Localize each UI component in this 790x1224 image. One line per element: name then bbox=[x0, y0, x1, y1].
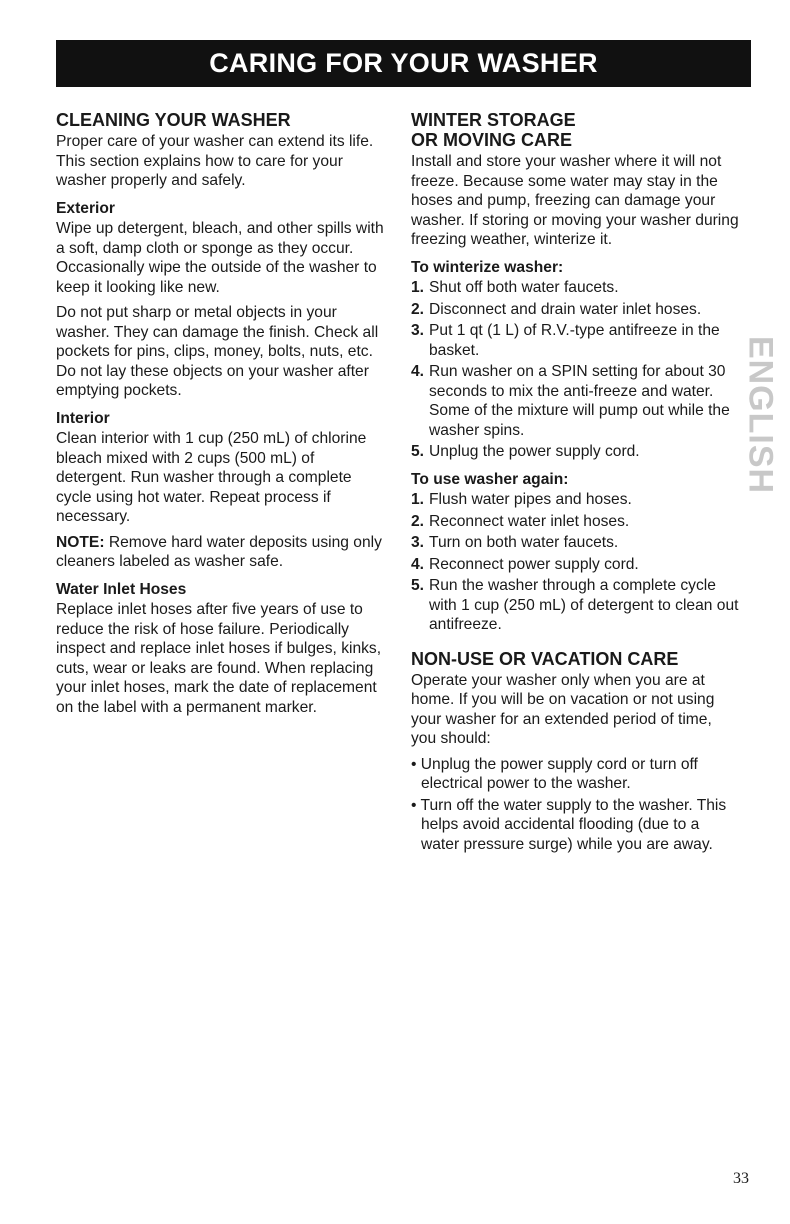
list-item bbox=[411, 278, 741, 298]
list-item bbox=[411, 576, 741, 635]
language-label: ENGLISH bbox=[741, 335, 780, 495]
exterior-text-2: Do not put sharp or metal objects in your washer. They can damage the finish. Check all pockets for pins, clips, money, bolts, nuts, etc. Do not lay these objects on your washer after emptying pockets. bbox=[56, 304, 379, 399]
vacation-list bbox=[411, 755, 741, 855]
note-text: Remove hard water deposits using only cleaners labeled as washer safe. bbox=[56, 533, 382, 570]
list-item bbox=[411, 555, 741, 575]
step-number: 2. bbox=[411, 512, 425, 530]
step-text: Flush water pipes and hoses. bbox=[429, 491, 632, 508]
step-number: 4. bbox=[411, 555, 425, 573]
step-text: Unplug the power supply cord. bbox=[429, 443, 640, 460]
list-item: • Turn off the water supply to the washer. This helps avoid accidental flooding (due to a water pressure surge) while you are away. bbox=[411, 796, 727, 853]
exterior-text-1: Wipe up detergent, bleach, and other spills with a soft, damp cloth or sponge as they occur. Occasionally wipe the outside of the washer to keep it looking like new. bbox=[56, 220, 384, 296]
step-text: Turn on both water faucets. bbox=[429, 534, 619, 551]
hoses-text: Replace inlet hoses after five years of use to reduce the risk of hose failure. Periodically inspect and replace inlet hoses if bulges, kinks, cuts, wear or leaks are found. When replacing your inlet hoses, mark the date of replacement on the label with a permanent marker. bbox=[56, 601, 382, 716]
winter-heading-line2: OR MOVING CARE bbox=[411, 130, 573, 150]
step-text: Shut off both water faucets. bbox=[429, 279, 619, 296]
hoses-heading: Water Inlet Hoses bbox=[56, 580, 187, 598]
exterior-heading: Exterior bbox=[56, 199, 115, 217]
step-number: 3. bbox=[411, 322, 425, 339]
list-item: • Unplug the power supply cord or turn off electrical power to the washer. bbox=[411, 755, 698, 792]
left-column bbox=[56, 110, 386, 723]
list-item bbox=[411, 490, 741, 510]
note-label: NOTE: bbox=[56, 533, 105, 551]
note bbox=[56, 533, 386, 572]
step-number: 1. bbox=[411, 279, 425, 296]
step-number: 5. bbox=[411, 443, 425, 460]
step-number: 2. bbox=[411, 300, 425, 318]
winter-intro: Install and store your washer where it will not freeze. Because some water may stay in the hoses and pump, freezing can damage your washer. If storing or moving your washer during freezing weather, winterize it. bbox=[411, 153, 739, 248]
list-item bbox=[411, 300, 741, 320]
winter-heading bbox=[411, 110, 741, 150]
step-number: 4. bbox=[411, 363, 425, 380]
interior-text: Clean interior with 1 cup (250 mL) of chlorine bleach mixed with 2 cups (500 mL) of detergent. Run washer through a complete cycle using hot water. Repeat process if necessary. bbox=[56, 430, 367, 525]
use-again-heading: To use washer again: bbox=[411, 470, 569, 488]
list-item bbox=[411, 512, 741, 532]
step-number: 3. bbox=[411, 534, 425, 551]
list-item bbox=[411, 442, 741, 462]
step-text: Run the washer through a complete cycle with 1 cup (250 mL) of detergent to clean out antifreeze. bbox=[429, 577, 739, 633]
list-item bbox=[411, 321, 741, 360]
list-item bbox=[411, 533, 741, 553]
section-banner: CARING FOR YOUR WASHER bbox=[56, 40, 751, 87]
step-text: Run washer on a SPIN setting for about 30 seconds to mix the anti-freeze and water. Some of the mixture will pump out while the washer spins. bbox=[429, 363, 730, 439]
list-item bbox=[411, 362, 741, 440]
use-again-steps bbox=[411, 490, 741, 635]
step-text: Reconnect power supply cord. bbox=[429, 555, 639, 573]
winter-heading-line1: WINTER STORAGE bbox=[411, 110, 576, 130]
winterize-heading: To winterize washer: bbox=[411, 258, 564, 276]
language-side-tab bbox=[740, 335, 780, 495]
step-text: Reconnect water inlet hoses. bbox=[429, 512, 630, 530]
right-column bbox=[411, 110, 741, 856]
step-number: 5. bbox=[411, 577, 425, 594]
page-number: 33 bbox=[733, 1170, 749, 1187]
step-text: Disconnect and drain water inlet hoses. bbox=[429, 300, 702, 318]
vacation-heading: NON-USE OR VACATION CARE bbox=[411, 648, 679, 669]
step-number: 1. bbox=[411, 491, 425, 508]
cleaning-intro: Proper care of your washer can extend its life. This section explains how to care for your washer properly and safely. bbox=[56, 133, 374, 189]
step-text: Put 1 qt (1 L) of R.V.-type antifreeze in the basket. bbox=[429, 322, 720, 359]
interior-heading: Interior bbox=[56, 409, 110, 427]
vacation-intro: Operate your washer only when you are at home. If you will be on vacation or not using your washer for an extended period of time, you should: bbox=[411, 671, 715, 747]
cleaning-heading: CLEANING YOUR WASHER bbox=[56, 110, 291, 130]
winterize-steps bbox=[411, 278, 741, 462]
